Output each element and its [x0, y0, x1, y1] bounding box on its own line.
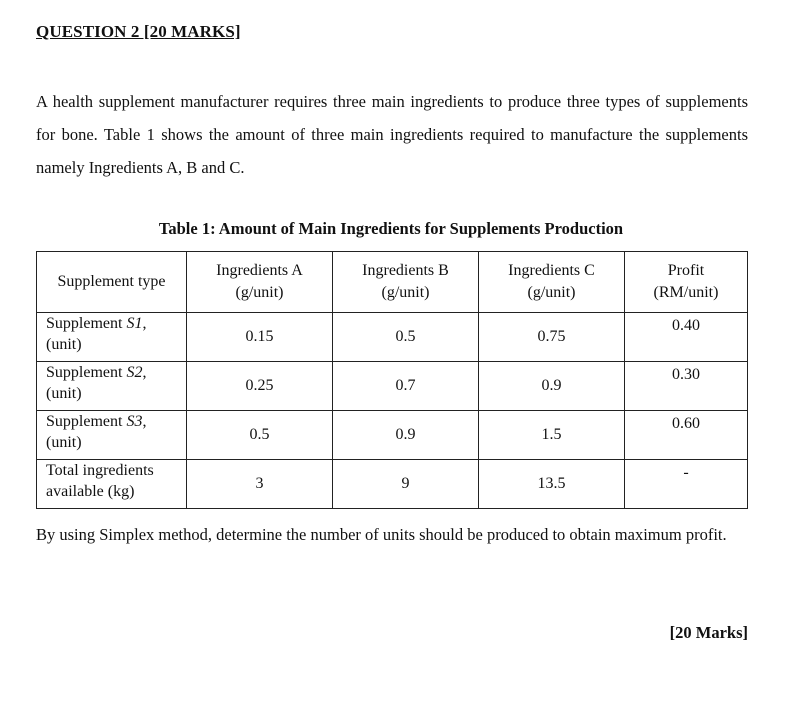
cell-profit: 0.60	[625, 411, 748, 460]
row-label	[37, 362, 187, 411]
instruction-paragraph: By using Simplex method, determine the number of units should be produced to obtain maximum profit.	[36, 525, 727, 544]
cell-ingredient-a: 0.5	[187, 411, 333, 460]
header-ingredients-b-label: Ingredients B	[362, 262, 449, 279]
header-ingredients-a	[187, 252, 333, 313]
row-label-prefix: Supplement	[46, 315, 127, 332]
row-label	[37, 411, 187, 460]
header-ingredients-b	[333, 252, 479, 313]
row-label-variable: S2	[126, 364, 143, 381]
table-row-total	[37, 460, 748, 509]
header-ingredients-b-unit: (g/unit)	[381, 284, 430, 301]
table-row-s3	[37, 411, 748, 460]
header-profit-unit: (RM/unit)	[653, 284, 719, 301]
row-label-suffix: ,	[142, 413, 147, 430]
cell-ingredient-c: 0.9	[479, 362, 625, 411]
row-label-prefix: Supplement	[46, 413, 127, 430]
cell-ingredient-b: 0.7	[333, 362, 479, 411]
cell-ingredient-a: 0.15	[187, 313, 333, 362]
table-row-s1	[37, 313, 748, 362]
cell-ingredient-c: 0.75	[479, 313, 625, 362]
cell-ingredient-b: 0.5	[333, 313, 479, 362]
cell-ingredient-b: 0.9	[333, 411, 479, 460]
cell-total-c: 13.5	[479, 460, 625, 509]
cell-total-b: 9	[333, 460, 479, 509]
header-profit-label: Profit	[667, 262, 705, 279]
header-ingredients-c-label: Ingredients C	[508, 262, 595, 279]
cell-ingredient-a: 0.25	[187, 362, 333, 411]
cell-profit: 0.40	[625, 313, 748, 362]
row-label-prefix: Supplement	[46, 364, 127, 381]
header-ingredients-a-unit: (g/unit)	[235, 284, 284, 301]
row-label-unit: (unit)	[46, 434, 82, 451]
cell-total-a: 3	[187, 460, 333, 509]
row-label-variable: S3	[126, 413, 143, 430]
intro-paragraph: A health supplement manufacturer requires three main ingredients to produce three types of supplements for bone. Table 1 shows the amount of three main ingredients required to manufacture the supplements namely Ingredients A, B and C.	[36, 92, 748, 177]
row-label-line1: Total ingredients	[46, 462, 154, 479]
header-ingredients-a-label: Ingredients A	[216, 262, 303, 279]
row-label-suffix: ,	[142, 364, 147, 381]
row-label	[37, 313, 187, 362]
header-ingredients-c	[479, 252, 625, 313]
cell-ingredient-c: 1.5	[479, 411, 625, 460]
table-row-s2	[37, 362, 748, 411]
row-label	[37, 460, 187, 509]
row-label-suffix: ,	[142, 315, 147, 332]
header-supplement-type: Supplement type	[37, 252, 187, 313]
question-heading: QUESTION 2 [20 MARKS]	[36, 22, 241, 41]
row-label-variable: S1	[126, 315, 143, 332]
row-label-unit: (unit)	[46, 336, 82, 353]
row-label-unit: (unit)	[46, 385, 82, 402]
ingredients-table	[36, 251, 748, 509]
marks-label: [20 Marks]	[669, 623, 748, 642]
table-caption: Table 1: Amount of Main Ingredients for Supplements Production	[158, 219, 624, 238]
header-ingredients-c-unit: (g/unit)	[527, 284, 576, 301]
row-label-line2: available (kg)	[46, 483, 135, 500]
cell-profit: 0.30	[625, 362, 748, 411]
cell-total-profit: -	[625, 460, 748, 509]
header-profit	[625, 252, 748, 313]
table-header-row	[37, 252, 748, 313]
